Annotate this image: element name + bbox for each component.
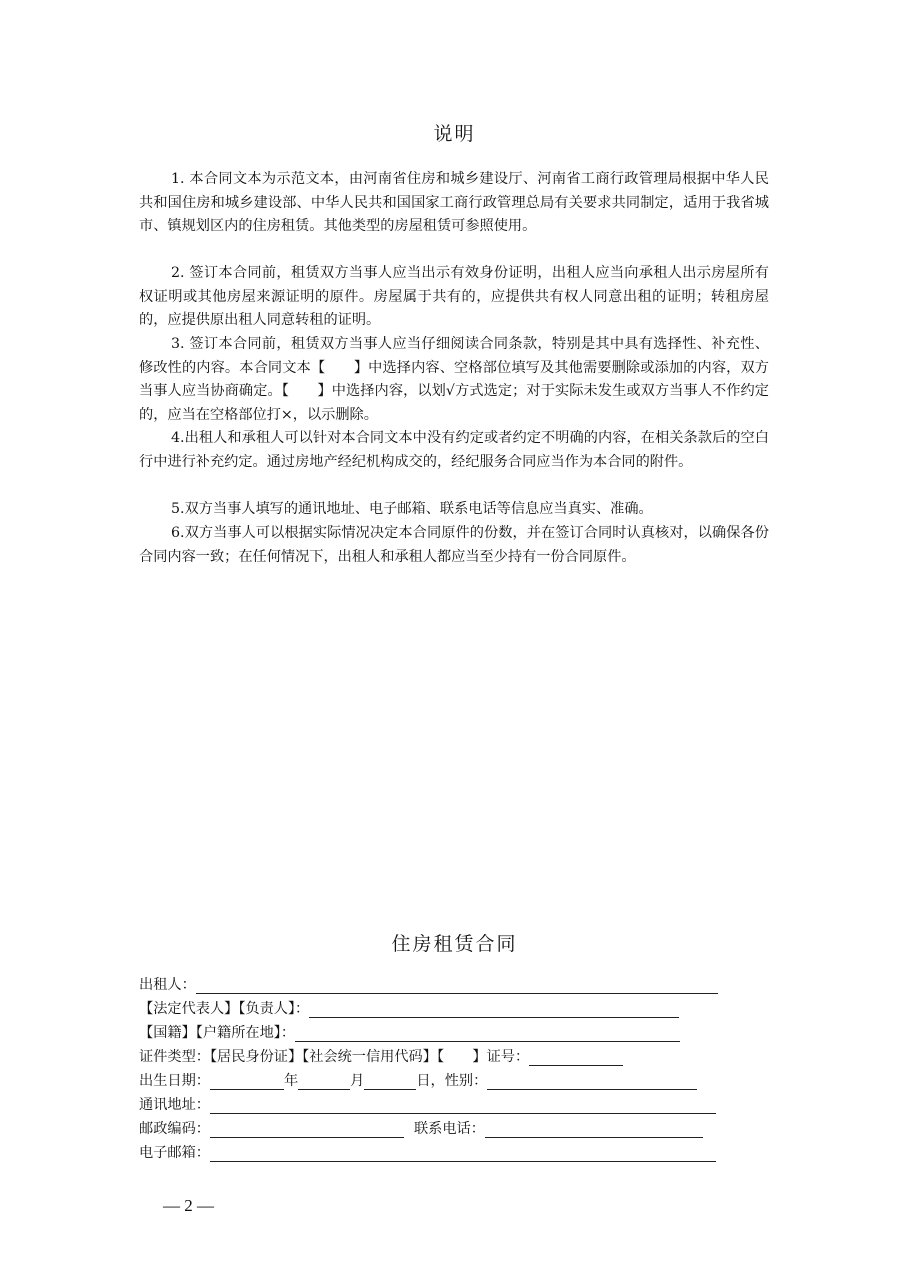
id-number-field[interactable]	[529, 1049, 623, 1066]
notes-paragraph-1: 1. 本合同文本为示范文本，由河南省住房和城乡建设厅、河南省工商行政管理局根据中华人民共和国住房和城乡建设部、中华人民共和国国家工商行政管理总局有关要求共同制定，适用于我省城市、镇规划区内的住房租赁。其他类型的房屋租赁可参照使用。	[139, 171, 769, 235]
month-label: 月	[350, 1073, 365, 1089]
notes-title: 说明	[433, 123, 476, 145]
email-label: 电子邮箱：	[139, 1145, 210, 1161]
birth-day-field[interactable]	[364, 1073, 416, 1090]
birth-label: 出生日期：	[139, 1073, 210, 1089]
representative-label: 【法定代表人】【负责人】：	[139, 1001, 310, 1017]
id-type-label: 证件类型：【居民身份证】【社会统一信用代码】【 】证号：	[139, 1049, 530, 1065]
birth-month-field[interactable]	[298, 1073, 350, 1090]
address-row	[139, 1090, 716, 1114]
phone-field[interactable]	[485, 1121, 703, 1138]
lessor-field[interactable]	[196, 977, 718, 994]
notes-paragraph-3: 3. 签订本合同前，租赁双方当事人应当仔细阅读合同条款，特别是其中具有选择性、补充性、修改性的内容。本合同文本【 】中选择内容、空格部位填写及其他需要删除或添加的内容，双方当事人应当协商确定。【 】中选择内容，以划√方式选定；对于实际未发生或双方当事人不作约定的，应当在空格部位打×，以示删除。	[139, 336, 769, 423]
representative-row	[139, 994, 679, 1018]
address-field[interactable]	[210, 1097, 716, 1114]
postal-field[interactable]	[210, 1121, 404, 1138]
postal-label: 邮政编码：	[139, 1121, 210, 1137]
lessor-row	[139, 970, 718, 994]
email-row	[139, 1138, 716, 1162]
birth-row	[139, 1066, 697, 1090]
email-field[interactable]	[210, 1145, 716, 1162]
contract-title: 住房租赁合同	[391, 933, 518, 955]
day-gender-label: 日，性别：	[416, 1073, 488, 1089]
notes-paragraph-5: 5.双方当事人填写的通讯地址、电子邮箱、联系电话等信息应当真实、准确。	[171, 501, 653, 517]
nationality-label: 【国籍】【户籍所在地】：	[139, 1025, 296, 1041]
notes-paragraph-6: 6.双方当事人可以根据实际情况决定本合同原件的份数，并在签订合同时认真核对，以确保各份合同内容一致；在任何情况下，出租人和承租人都应当至少持有一份合同原件。	[139, 525, 769, 565]
gender-field[interactable]	[487, 1073, 697, 1090]
notes-paragraph-4: 4.出租人和承租人可以针对本合同文本中没有约定或者约定不明确的内容，在相关条款后的空白行中进行补充约定。通过房地产经纪机构成交的，经纪服务合同应当作为本合同的附件。	[139, 430, 769, 470]
year-label: 年	[283, 1073, 299, 1089]
id-type-row	[139, 1042, 623, 1066]
postal-phone-row	[139, 1114, 703, 1138]
notes-paragraph-2: 2. 签订本合同前，租赁双方当事人应当出示有效身份证明，出租人应当向承租人出示房屋所有权证明或其他房屋来源证明的原件。房屋属于共有的，应提供共有权人同意出租的证明；转租房屋的，应提供原出租人同意转租的证明。	[139, 265, 769, 329]
page-number: — 2 —	[163, 1196, 214, 1215]
nationality-field[interactable]	[295, 1025, 680, 1042]
lessor-label: 出租人：	[139, 977, 196, 993]
birth-year-field[interactable]	[210, 1073, 284, 1090]
nationality-row	[139, 1018, 680, 1042]
address-label: 通讯地址：	[139, 1097, 210, 1113]
phone-label: 联系电话：	[413, 1121, 485, 1137]
representative-field[interactable]	[309, 1001, 679, 1018]
